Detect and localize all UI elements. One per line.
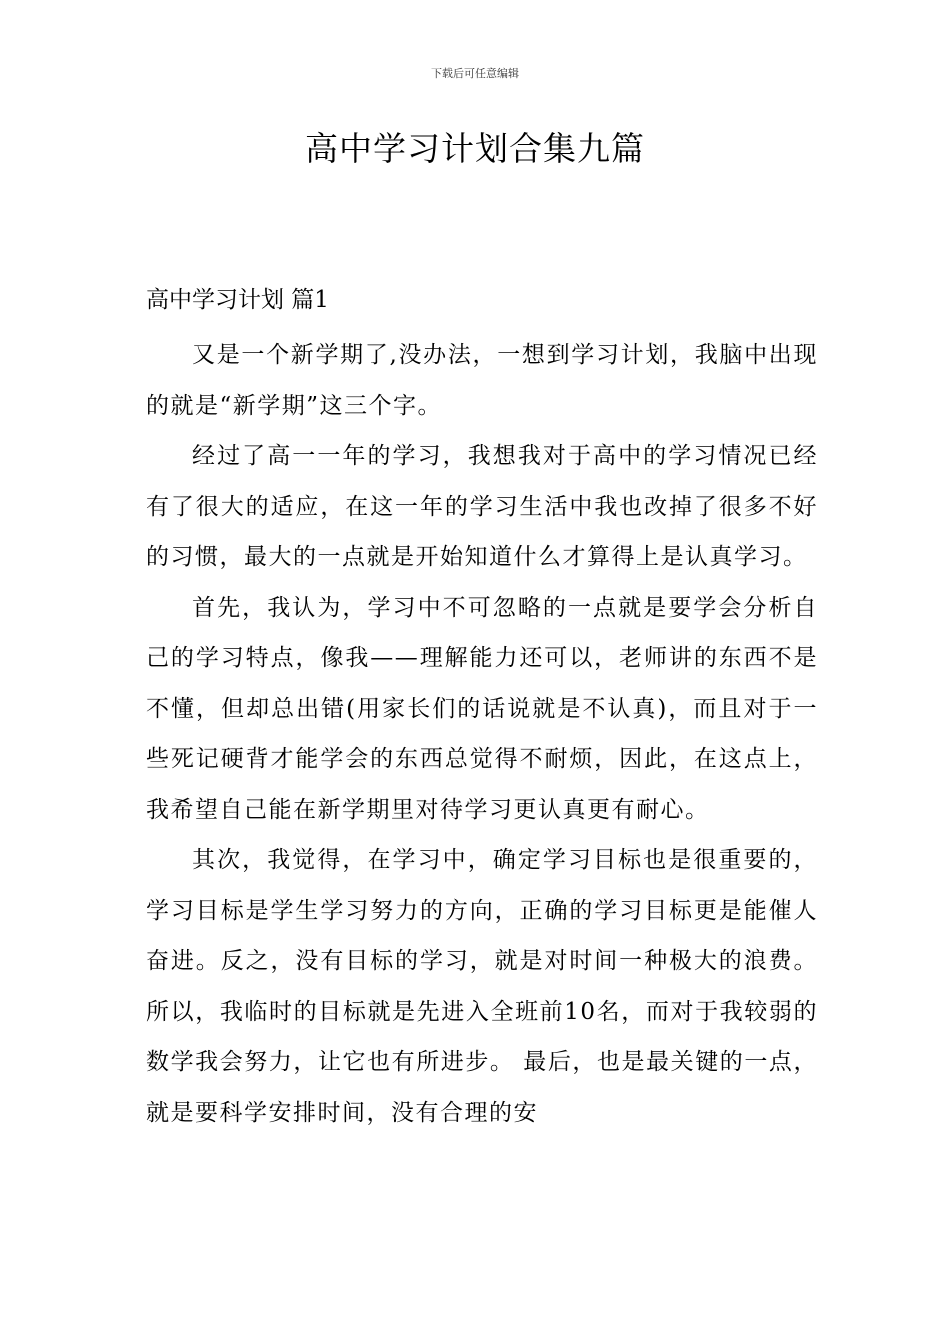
document-body bbox=[146, 280, 818, 1138]
paragraph: 其次，我觉得，在学习中，确定学习目标也是很重要的，学习目标是学生学习努力的方向，正确的学习目标更是能催人奋进。反之，没有目标的学习，就是对时间一种极大的浪费。所以，我临时的目标就是先进入全班前10名，而对于我较弱的数学我会努力，让它也有所进步。 最后，也是最关键的一点，就是要科学安排时间，没有合理的安 bbox=[146, 847, 818, 1126]
section-heading: 高中学习计划 篇1 bbox=[146, 287, 329, 313]
paragraph: 首先，我认为，学习中不可忽略的一点就是要学会分析自己的学习特点，像我——理解能力还可以，老师讲的东西不是不懂，但却总出错(用家长们的话说就是不认真)，而且对于一些死记硬背才能学会的东西总觉得不耐烦，因此，在这点上，我希望自己能在新学期里对待学习更认真更有耐心。 bbox=[146, 594, 818, 823]
paragraph: 又是一个新学期了,没办法，一想到学习计划，我脑中出现的就是“新学期”这三个字。 bbox=[146, 342, 818, 419]
document-title: 高中学习计划合集九篇 bbox=[305, 129, 645, 168]
paragraph: 经过了高一一年的学习，我想我对于高中的学习情况已经有了很大的适应，在这一年的学习生活中我也改掉了很多不好的习惯，最大的一点就是开始知道什么才算得上是认真学习。 bbox=[146, 443, 818, 570]
header-note: 下载后可任意编辑 bbox=[431, 67, 519, 80]
